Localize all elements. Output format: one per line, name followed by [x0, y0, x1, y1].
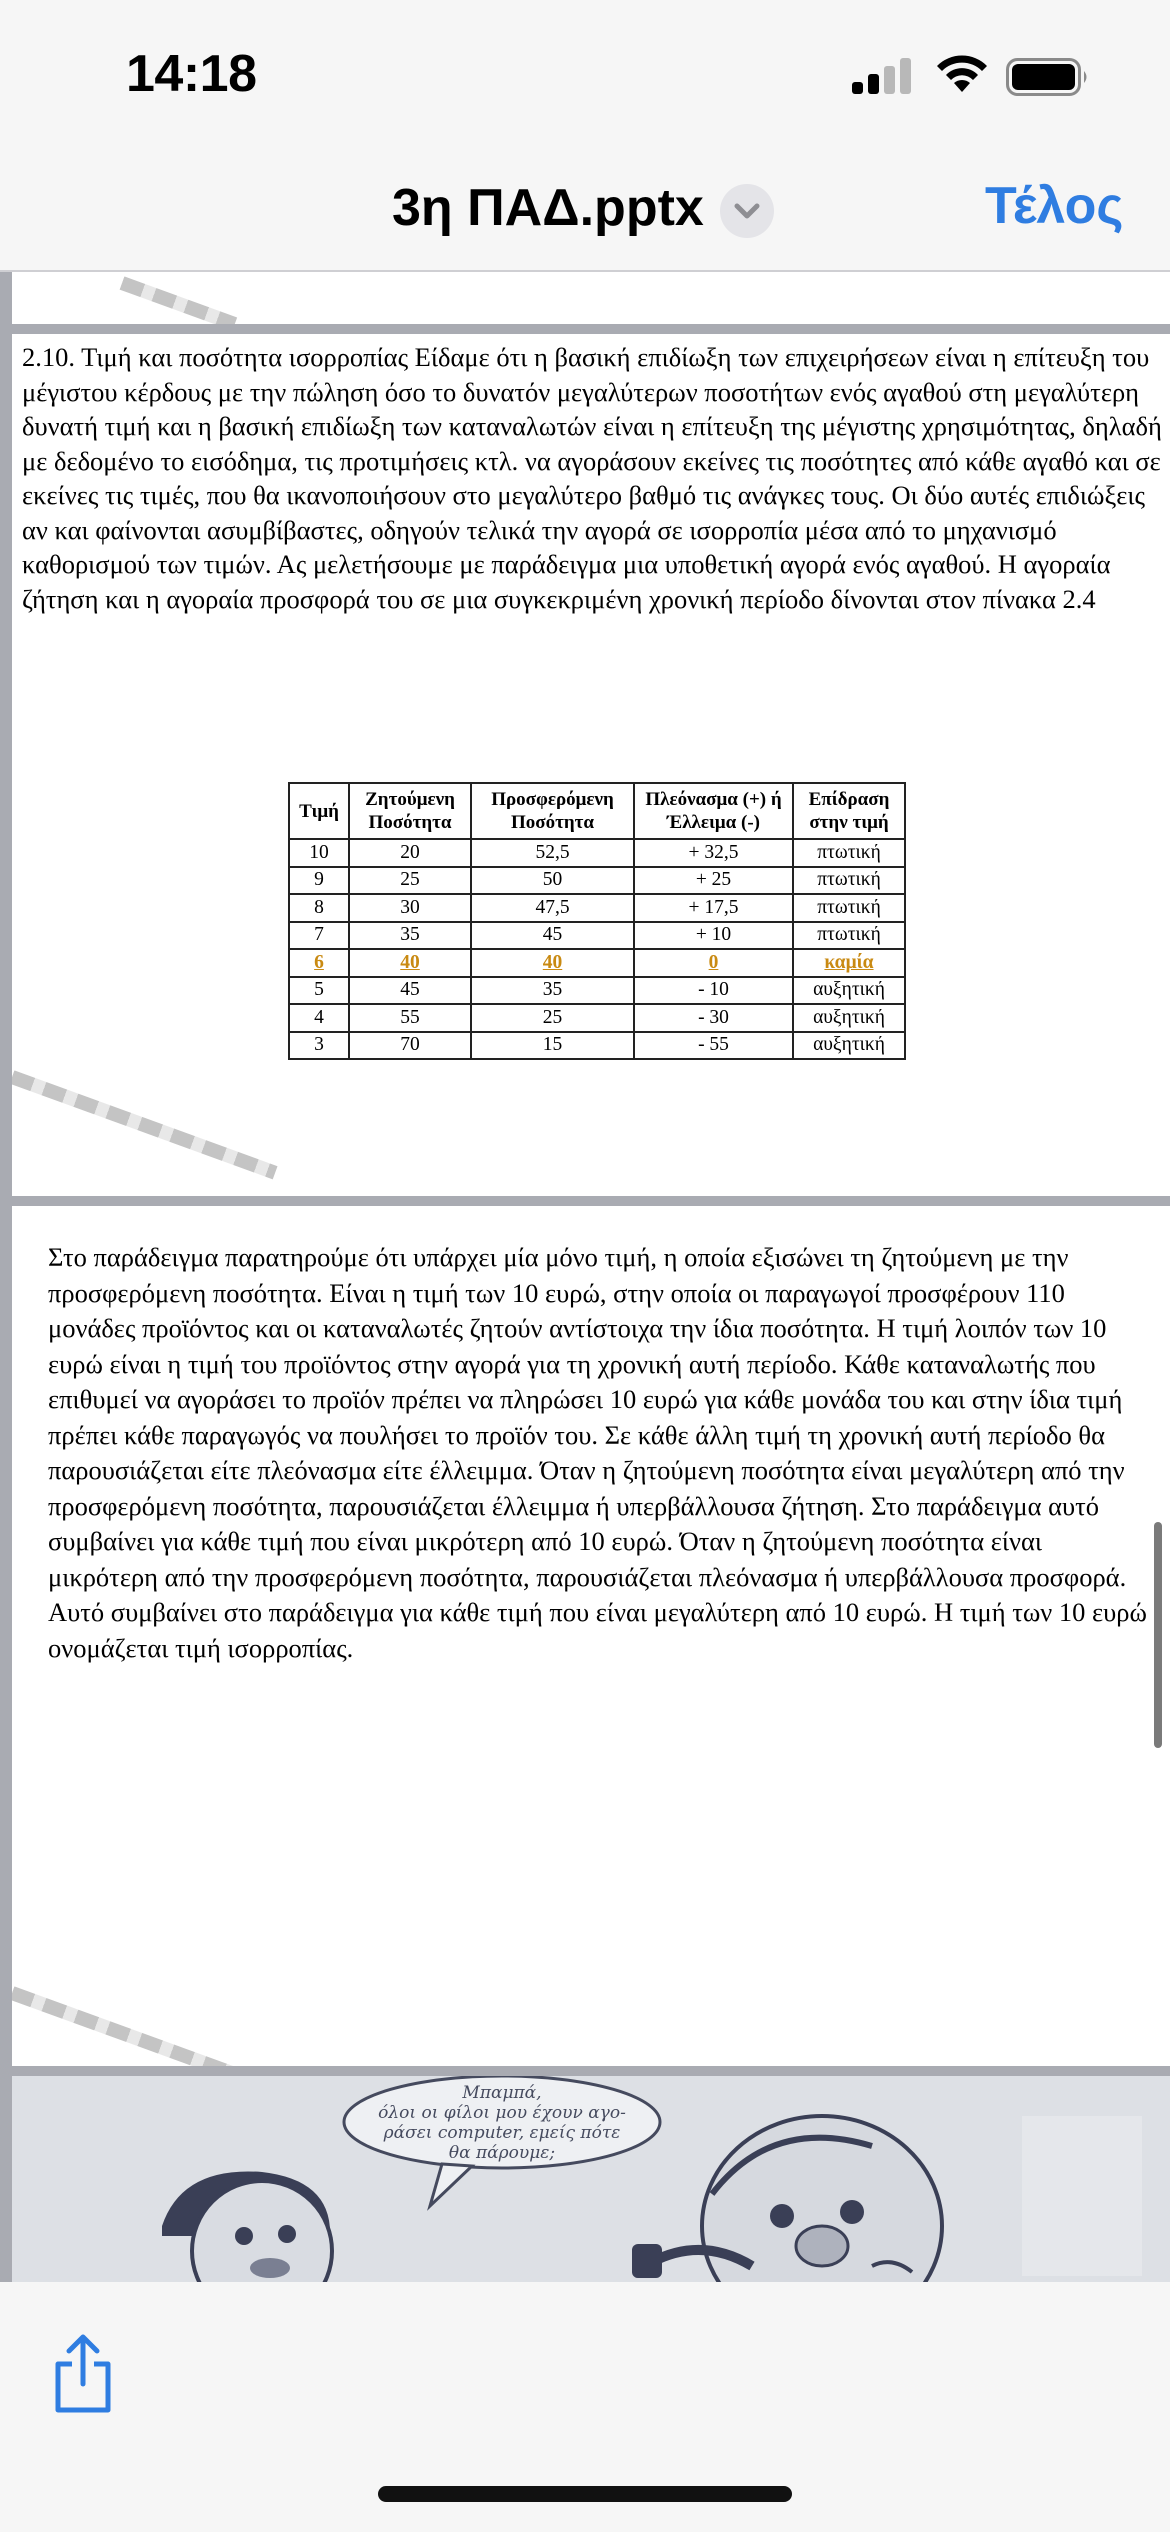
svg-text:όλοι οι φίλοι μου έχουν αγο-: όλοι οι φίλοι μου έχουν αγο- [378, 2103, 626, 2123]
slide-1[interactable] [12, 334, 1170, 1196]
table-cell: 45 [471, 922, 634, 950]
slide-gutter [0, 272, 12, 2282]
table-row [289, 949, 905, 977]
table-row [289, 922, 905, 950]
table-body [289, 839, 905, 1059]
slide-separator [12, 324, 1170, 334]
chevron-down-icon [720, 184, 774, 238]
scan-streak [12, 1986, 268, 2066]
done-button[interactable]: Τέλος [985, 177, 1124, 235]
scan-streak [120, 276, 238, 324]
table-cell: + 17,5 [634, 894, 793, 922]
table-cell: 10 [289, 839, 349, 867]
table-cell: + 25 [634, 867, 793, 895]
table-cell: 52,5 [471, 839, 634, 867]
table-cell: + 32,5 [634, 839, 793, 867]
table-cell: 4 [289, 1004, 349, 1032]
table-cell: 3 [289, 1032, 349, 1060]
table-cell: 8 [289, 894, 349, 922]
table-cell: καμία [793, 949, 905, 977]
cellular-signal-icon [852, 58, 912, 94]
table-header-row [289, 783, 905, 839]
header-supplied: Προσφερόμενη Ποσότητα [471, 783, 634, 839]
status-bar [0, 0, 1170, 150]
table-cell: 47,5 [471, 894, 634, 922]
table-cell: πτωτική [793, 922, 905, 950]
navigation-bar [0, 150, 1170, 272]
table-cell: 20 [349, 839, 471, 867]
battery-icon [1006, 58, 1090, 96]
svg-text:ράσει computer, εμείς πότε: ράσει computer, εμείς πότε [383, 2123, 621, 2143]
table-cell: 25 [471, 1004, 634, 1032]
slide-separator [12, 2066, 1170, 2076]
table-cell: πτωτική [793, 839, 905, 867]
table-row [289, 867, 905, 895]
table-cell: 30 [349, 894, 471, 922]
table-row [289, 894, 905, 922]
header-price: Τιμή [289, 783, 349, 839]
table-cell: - 10 [634, 977, 793, 1005]
document-viewer[interactable] [0, 272, 1170, 2282]
table-row [289, 977, 905, 1005]
table-cell: 55 [349, 1004, 471, 1032]
table-cell: 35 [471, 977, 634, 1005]
table-cell: 50 [471, 867, 634, 895]
slide2-paragraph: Στο παράδειγμα παρατηρούμε ότι υπάρχει μία μόνο τιμή, η οποία εξισώνει τη ζητούμενη με την προσφερόμενη ποσότητα. Είναι η τιμή των 10 ευρώ, στην οποία οι παραγωγοί προσφέρουν 110 μονάδες προϊόντος και οι καταναλωτές ζητούν αντίστοιχα την ίδια ποσότητα. Η τιμή λοιπόν των 10 ευρώ είναι η τιμή του προϊόντος στην αγορά για τη χρονική αυτή περίοδο. Κάθε καταναλωτής που επιθυμεί να αγοράσει το προϊόν πρέπει να πληρώσει 10 ευρώ για κάθε μονάδα του και στην ίδια τιμή πρέπει κάθε παραγωγός να πουλήσει το προϊόν του. Σε κάθε άλλη τιμή τη χρονική αυτή περίοδο θα παρουσιάζεται είτε πλεόνασμα είτε έλλειμμα. Όταν η ζητούμενη ποσότητα είναι μεγαλύτερη από την προσφερόμενη ποσότητα, παρουσιάζεται έλλειμμα ή υπερβάλλουσα ζήτηση. Στο παράδειγμα αυτό συμβαίνει για κάθε τιμή που είναι μικρότερη από 10 ευρώ. Όταν η ζητούμενη ποσότητα είναι μικρότερη από την προσφερόμενη ποσότητα, παρουσιάζεται πλεόνασμα ή υπερβάλλουσα προσφορά. Αυτό συμβαίνει στο παράδειγμα για κάθε τιμή που είναι μεγαλύτερη από 10 ευρώ. Η τιμή των 10 ευρώ ονομάζεται τιμή ισορροπίας. [48, 1242, 1147, 1663]
document-title[interactable]: 3η ΠΑΔ.pptx [392, 179, 704, 237]
slide1-paragraph: 2.10. Τιμή και ποσότητα ισορροπίας Είδαμε ότι η βασική επιδίωξη των επιχειρήσεων είναι η επίτευξη του μέγιστου κέρδους με την πώληση όσο το δυνατόν μεγαλύτερων ποσοτήτων ενός αγαθού στη μεγαλύτερη δυνατή τιμή και η βασική επιδίωξη των καταναλωτών είναι η επίτευξη της μέγιστης χρησιμότητας, δηλαδή με δεδομένο το εισόδημα, τις προτιμήσεις κτλ. να αγοράσουν εκείνες τις ποσότητες από κάθε αγαθό και σε εκείνες τις τιμές, που θα ικανοποιήσουν στο μεγαλύτερο βαθμό τις ανάγκες τους. Οι δύο αυτές επιδιώξεις αν και φαίνονται ασυμβίβαστες, οδηγούν τελικά την αγορά σε ισορροπία μέσα από το μηχανισμό καθορισμού των τιμών. Ας μελετήσουμε με παράδειγμα μια υποθετική αγορά ενός αγαθού. Η αγοραία ζήτηση και η αγοραία προσφορά του σε μια συγκεκριμένη χρονική περίοδο δίνονται στον πίνακα 2.4 [22, 342, 1162, 614]
table-cell: πτωτική [793, 867, 905, 895]
status-time: 14:18 [126, 45, 257, 103]
table-cell: πτωτική [793, 894, 905, 922]
share-icon[interactable] [50, 2332, 116, 2414]
table-cell: 6 [289, 949, 349, 977]
table-row [289, 1032, 905, 1060]
table-cell: 5 [289, 977, 349, 1005]
table-cell: 35 [349, 922, 471, 950]
table-cell: 7 [289, 922, 349, 950]
table-cell: 70 [349, 1032, 471, 1060]
table-cell: 40 [349, 949, 471, 977]
table-row [289, 1004, 905, 1032]
header-surplus: Πλεόνασμα (+) ή Έλλειμα (-) [634, 783, 793, 839]
supply-demand-table [288, 782, 906, 1060]
home-indicator [378, 2486, 792, 2502]
scan-streak [12, 1070, 278, 1179]
header-effect: Επίδραση στην τιμή [793, 783, 905, 839]
cartoon-illustration [12, 2076, 1170, 2282]
bottom-toolbar [0, 2282, 1170, 2532]
title-menu-button[interactable] [720, 184, 774, 238]
header-demanded: Ζητούμενη Ποσότητα [349, 783, 471, 839]
svg-text:Μπαμπά,: Μπαμπά, [462, 2083, 542, 2103]
svg-text:θα πάρουμε;: θα πάρουμε; [448, 2143, 556, 2163]
scroll-indicator[interactable] [1154, 1522, 1162, 1748]
table-row [289, 839, 905, 867]
table-cell: 15 [471, 1032, 634, 1060]
slide-separator [12, 1196, 1170, 1206]
table-cell: - 55 [634, 1032, 793, 1060]
table-cell: 45 [349, 977, 471, 1005]
table-cell: - 30 [634, 1004, 793, 1032]
table-cell: αυξητική [793, 1004, 905, 1032]
table-cell: 40 [471, 949, 634, 977]
table-cell: + 10 [634, 922, 793, 950]
table-cell: αυξητική [793, 1032, 905, 1060]
table-cell: 9 [289, 867, 349, 895]
slide-3[interactable] [12, 2076, 1170, 2282]
table-cell: αυξητική [793, 977, 905, 1005]
table-cell: 0 [634, 949, 793, 977]
slide-previous [12, 272, 1170, 324]
table-cell: 25 [349, 867, 471, 895]
slide-2[interactable] [12, 1206, 1170, 2066]
wifi-icon [934, 52, 990, 94]
